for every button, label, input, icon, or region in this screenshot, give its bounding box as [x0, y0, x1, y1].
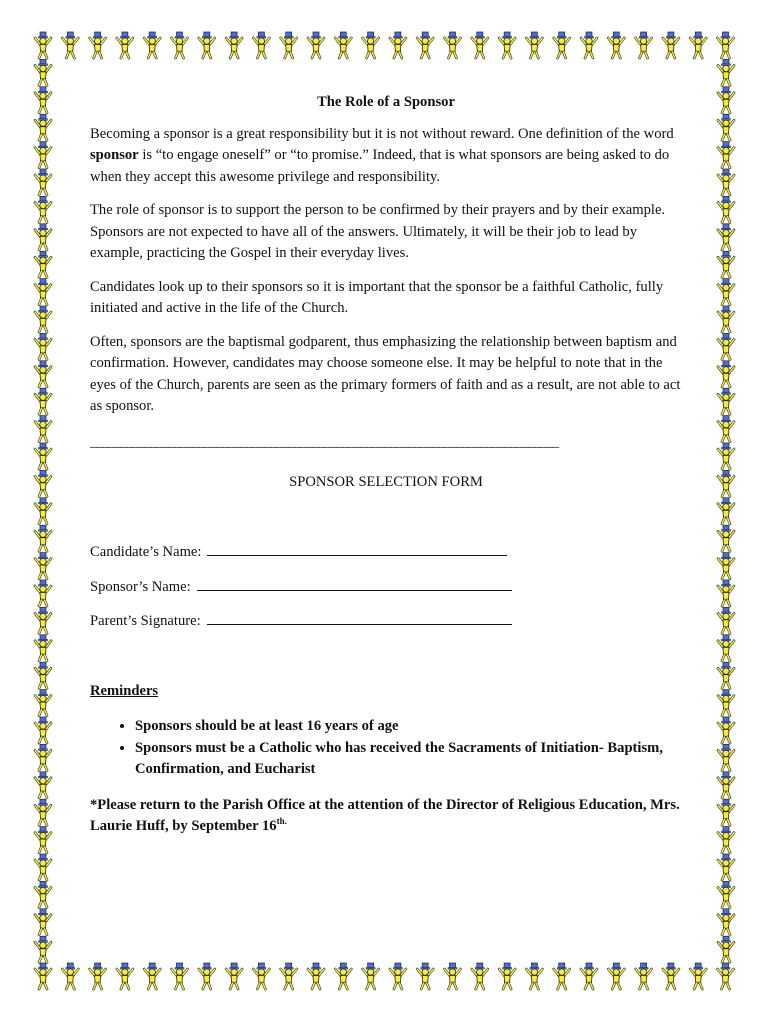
cheering-figure-icon [690, 963, 706, 989]
paragraph-text: is “to engage oneself” or “to promise.” Indeed, that is what sponsors are being asked to do when they accept this awesome privilege and responsibility. [90, 147, 670, 185]
cheering-figure-icon [35, 251, 51, 277]
cheering-figure-icon [718, 251, 734, 277]
cheering-figure-icon [335, 963, 351, 989]
cheering-figure-icon [718, 525, 734, 551]
cheering-figure-icon [718, 881, 734, 907]
paragraph-godparent: Often, sponsors are the baptismal godparent, thus emphasizing the relationship between baptism and confirmation. However, candidates may choose someone else. It may be helpful to note that in the eyes of the Church, parents are seen as the primary formers of faith and as a result, are not able to act as sponsor. [90, 333, 681, 414]
cheering-figure-icon [718, 443, 734, 469]
bold-term: sponsor [90, 147, 139, 163]
candidate-name-field[interactable] [90, 541, 682, 564]
cheering-figure-icon [363, 32, 379, 58]
cheering-figure-icon [35, 279, 51, 305]
cheering-figure-icon [335, 32, 351, 58]
cheering-figure-icon [390, 963, 406, 989]
cheering-figure-icon [35, 607, 51, 633]
cheering-figure-icon [35, 553, 51, 579]
parent-signature-field[interactable] [90, 610, 682, 633]
cheering-figure-icon [62, 963, 78, 989]
cheering-figure-icon [62, 32, 78, 58]
cheering-figure-icon [199, 963, 215, 989]
return-instructions [90, 795, 682, 838]
cheering-figure-icon [308, 963, 324, 989]
cheering-figure-icon [35, 799, 51, 825]
cheering-figure-icon [35, 114, 51, 140]
cheering-figure-icon [608, 963, 624, 989]
cheering-figure-icon [718, 470, 734, 496]
document-body [90, 92, 682, 838]
reminders-heading: Reminders [90, 682, 159, 699]
cheering-figure-icon [35, 388, 51, 414]
parent-signature-blank[interactable] [207, 610, 512, 625]
note-superscript: th. [276, 816, 287, 827]
cheering-figure-icon [35, 854, 51, 880]
cheering-figure-icon [35, 443, 51, 469]
cheering-figure-icon [718, 59, 734, 85]
cheering-figure-icon [718, 690, 734, 716]
list-item: • Sponsors should be at least 16 years of age [135, 716, 682, 738]
note-text: *Please return to the Parish Office at the attention of the Director of Religious Education, Mrs. Laurie Huff, by September 16 [90, 796, 680, 834]
cheering-figure-icon [718, 963, 734, 989]
cheering-figure-icon [417, 963, 433, 989]
cheering-figure-icon [663, 32, 679, 58]
cheering-figure-icon [718, 361, 734, 387]
sponsor-name-label: Sponsor’s Name: [90, 578, 191, 595]
cheering-figure-icon [608, 32, 624, 58]
cheering-figure-icon [718, 580, 734, 606]
cheering-figure-icon [35, 142, 51, 168]
cheering-figure-icon [581, 32, 597, 58]
candidate-name-blank[interactable] [207, 541, 507, 556]
cheering-figure-icon [35, 470, 51, 496]
cheering-figure-icon [718, 854, 734, 880]
cheering-figure-icon [499, 963, 515, 989]
separator-line: ______________________________________________________________________________ [90, 434, 558, 450]
cheering-figure-icon [718, 553, 734, 579]
cheering-figure-icon [445, 963, 461, 989]
cheering-figure-icon [718, 87, 734, 113]
cheering-figure-icon [718, 827, 734, 853]
cheering-figure-icon [554, 963, 570, 989]
cheering-figure-icon [35, 416, 51, 442]
cheering-figure-icon [35, 690, 51, 716]
cheering-figure-icon [718, 772, 734, 798]
cheering-figure-icon [172, 963, 188, 989]
cheering-figure-icon [35, 224, 51, 250]
cheering-figure-icon [226, 32, 242, 58]
cheering-figure-icon [35, 936, 51, 962]
cheering-figure-icon [718, 279, 734, 305]
cheering-figure-icon [35, 662, 51, 688]
cheering-figure-icon [35, 881, 51, 907]
cheering-figure-icon [636, 32, 652, 58]
cheering-figure-icon [90, 963, 106, 989]
cheering-figure-icon [35, 827, 51, 853]
cheering-figure-icon [35, 59, 51, 85]
form-title: SPONSOR SELECTION FORM [289, 473, 483, 490]
cheering-figure-icon [253, 32, 269, 58]
cheering-figure-icon [172, 32, 188, 58]
candidate-name-label: Candidate’s Name: [90, 544, 202, 560]
cheering-figure-icon [35, 196, 51, 222]
cheering-figure-icon [417, 32, 433, 58]
paragraph-role: The role of sponsor is to support the person to be confirmed by their prayers and by their example. Sponsors are not expected to have all of the answers. Ultimately, it will be their job to lead by example, practicing the Gospel in their everyday lives. [90, 202, 666, 261]
cheering-figure-icon [35, 169, 51, 195]
cheering-figure-icon [718, 169, 734, 195]
sponsor-name-field[interactable] [90, 576, 682, 599]
cheering-figure-icon [718, 306, 734, 332]
cheering-figure-icon [117, 963, 133, 989]
parent-signature-label: Parent’s Signature: [90, 613, 201, 629]
cheering-figure-icon [718, 142, 734, 168]
cheering-figure-icon [35, 525, 51, 551]
cheering-figure-icon [718, 909, 734, 935]
cheering-figure-icon [281, 963, 297, 989]
cheering-figure-icon [718, 635, 734, 661]
cheering-figure-icon [35, 580, 51, 606]
cheering-figure-icon [35, 361, 51, 387]
cheering-figure-icon [35, 333, 51, 359]
cheering-figure-icon [718, 196, 734, 222]
sponsor-selection-form [90, 541, 682, 633]
reminders-list [90, 716, 682, 781]
cheering-figure-icon [718, 416, 734, 442]
cheering-figure-icon [117, 32, 133, 58]
cheering-figure-icon [35, 909, 51, 935]
cheering-figure-icon [144, 32, 160, 58]
cheering-figure-icon [226, 963, 242, 989]
cheering-figure-icon [718, 744, 734, 770]
cheering-figure-icon [718, 388, 734, 414]
cheering-figure-icon [35, 772, 51, 798]
cheering-figure-icon [554, 32, 570, 58]
cheering-figure-icon [363, 963, 379, 989]
cheering-figure-icon [499, 32, 515, 58]
cheering-figure-icon [526, 963, 542, 989]
cheering-figure-icon [718, 936, 734, 962]
cheering-figure-icon [35, 717, 51, 743]
cheering-figure-icon [35, 87, 51, 113]
cheering-figure-icon [281, 32, 297, 58]
cheering-figure-icon [390, 32, 406, 58]
cheering-figure-icon [472, 963, 488, 989]
cheering-figure-icon [35, 744, 51, 770]
cheering-figure-icon [718, 333, 734, 359]
paragraph-candidates: Candidates look up to their sponsors so it is important that the sponsor be a faithful Catholic, fully initiated and active in the life of the Church. [90, 278, 664, 316]
cheering-figure-icon [35, 963, 51, 989]
cheering-figure-icon [718, 498, 734, 524]
cheering-figure-icon [35, 635, 51, 661]
cheering-figure-icon [718, 224, 734, 250]
cheering-figure-icon [35, 306, 51, 332]
cheering-figure-icon [90, 32, 106, 58]
cheering-figure-icon [663, 963, 679, 989]
cheering-figure-icon [718, 607, 734, 633]
cheering-figure-icon [718, 114, 734, 140]
cheering-figure-icon [445, 32, 461, 58]
cheering-figure-icon [718, 717, 734, 743]
paragraph-definition [90, 124, 682, 189]
cheering-figure-icon [253, 963, 269, 989]
cheering-figure-icon [636, 963, 652, 989]
cheering-figure-icon [526, 32, 542, 58]
cheering-figure-icon [718, 799, 734, 825]
paragraph-text: Becoming a sponsor is a great responsibility but it is not without reward. One definition of the word [90, 125, 674, 142]
cheering-figure-icon [472, 32, 488, 58]
cheering-figure-icon [199, 32, 215, 58]
cheering-figure-icon [718, 662, 734, 688]
list-item: • Sponsors must be a Catholic who has received the Sacraments of Initiation- Baptism, Confirmation, and Eucharist [135, 738, 682, 781]
sponsor-name-blank[interactable] [197, 576, 512, 591]
cheering-figure-icon [144, 963, 160, 989]
cheering-figure-icon [35, 32, 51, 58]
cheering-figure-icon [581, 963, 597, 989]
cheering-figure-icon [718, 32, 734, 58]
page-title: The Role of a Sponsor [317, 94, 455, 110]
cheering-figure-icon [35, 498, 51, 524]
cheering-figure-icon [308, 32, 324, 58]
cheering-figure-icon [690, 32, 706, 58]
